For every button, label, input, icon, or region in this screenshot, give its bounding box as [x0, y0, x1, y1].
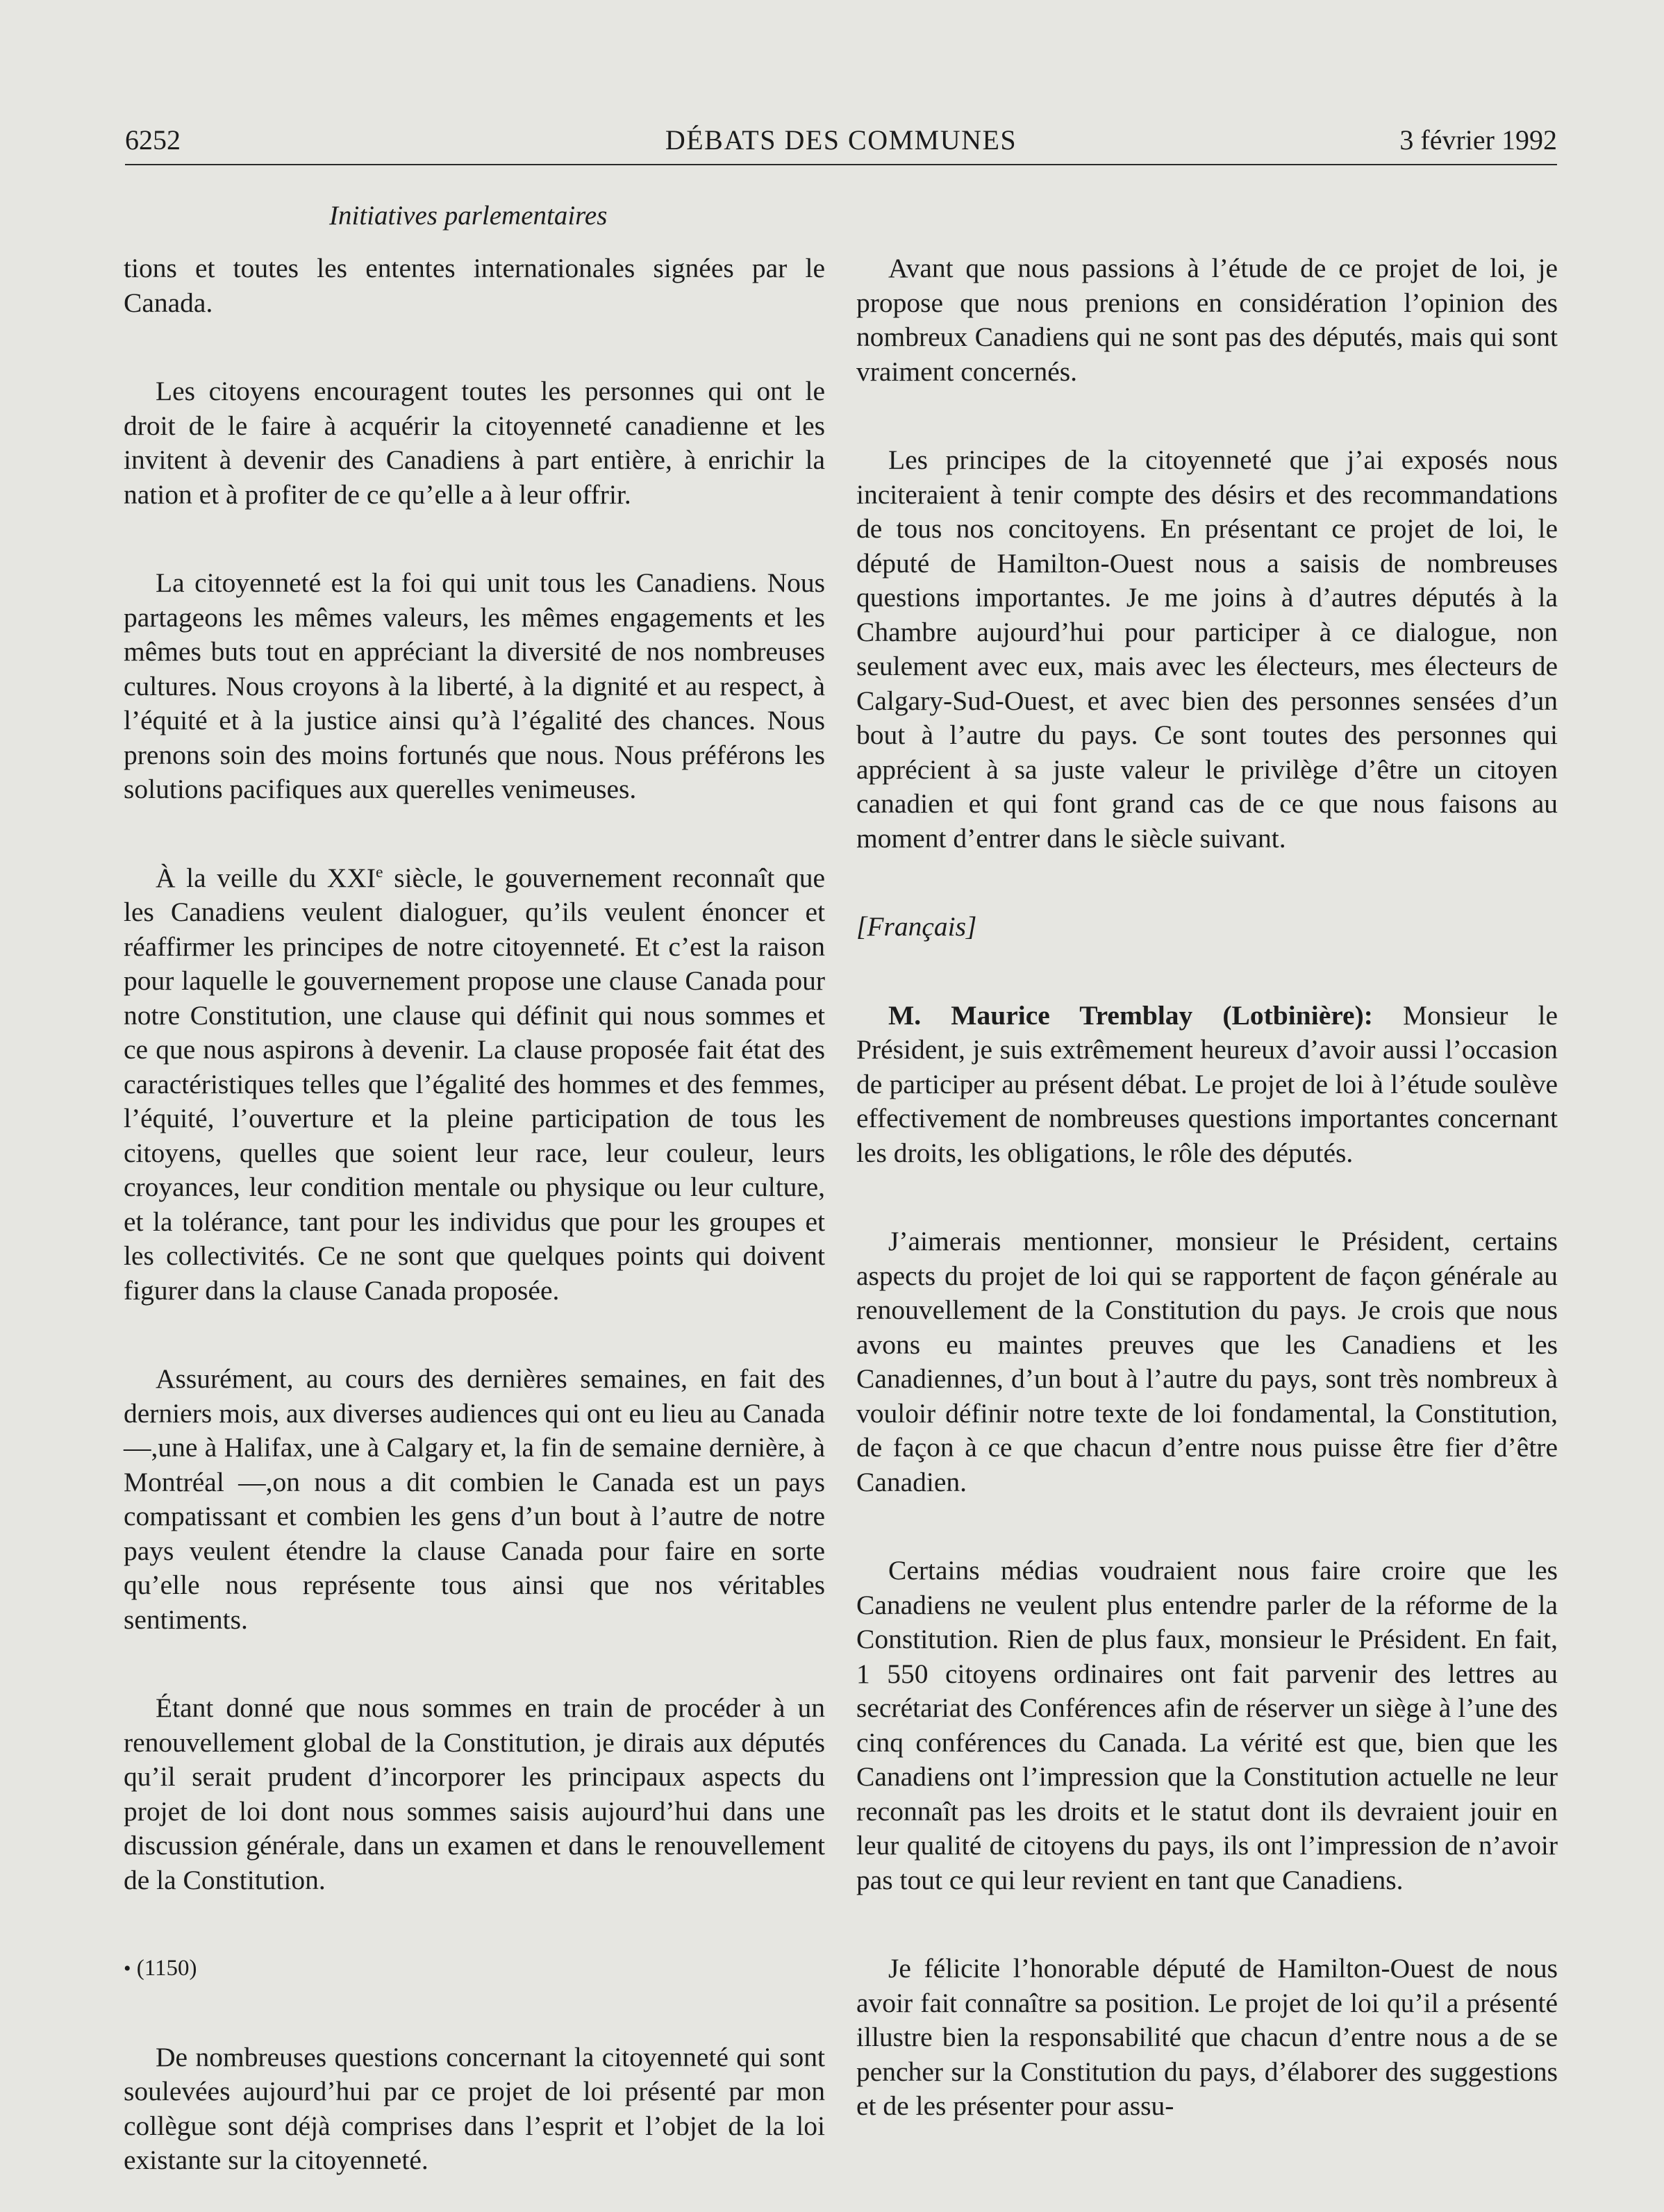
- paragraph: [124, 861, 825, 1308]
- paragraph: Certains médias voudraient nous faire croire que les Canadiens ne veulent plus entendre parler de la réforme de la Constitution. Rien de plus faux, monsieur le Président. En fait, 1 550 citoyens ordinaires ont fait parvenir des lettres au secrétariat des Conférences afin de réserver un siège à l’une des cinq conférences du Canada. La vérité est que, bien que les Canadiens ont l’impression que la Constitution actuelle ne leur reconnaît pas les droits et le statut dont ils devraient jouir en leur qualité de citoyens du pays, ils ont l’impression de n’avoir pas tout ce qui leur revient en tant que Canadiens.: [856, 1555, 1558, 1895]
- page-number: 6252: [125, 124, 181, 156]
- bullet-icon: •: [124, 1957, 131, 1980]
- paragraph-text: siècle, le gouvernement reconnaît que les Canadiens veulent dialoguer, qu’ils veulent énoncer et réaffirmer les principes de notre citoyenneté. Et c’est la raison pour laquelle le gouvernement propose une clause Canada pour notre Constitution, une clause qui définit qui nous sommes et ce que nous aspirons à devenir. La clause proposée fait état des caractéristiques telles que l’égalité des hommes et des femmes, l’équité, l’ouverture et la pleine participation de tous les citoyens, quelles que soient leur race, leur couleur, leurs croyances, leur condition mentale ou physique ou leur culture, et la tolérance, tant pour les individus que pour les groupes et les collectivités. Ce ne sont que quelques points qui doivent figurer dans la clause Canada proposée.: [124, 862, 825, 1306]
- paragraph: J’aimerais mentionner, monsieur le Président, certains aspects du projet de loi qui se rapportent de façon générale au renouvellement de la Constitution du pays. Je crois que nous avons eu maintes preuves que les Canadiens et les Canadiennes, d’un bout à l’autre du pays, sont très nombreux à vouloir définir notre texte de loi fondamental, la Constitution, de façon à ce que chacun d’entre nous puisse être fier d’être Canadien.: [856, 1226, 1558, 1497]
- paragraph: tions et toutes les ententes internationales signées par le Canada.: [124, 253, 825, 318]
- paragraph: Avant que nous passions à l’étude de ce projet de loi, je propose que nous prenions en considération l’opinion des nombreux Canadiens qui ne sont pas des députés, mais qui sont vraiment concernés.: [856, 253, 1558, 387]
- paragraph: Les citoyens encouragent toutes les personnes qui ont le droit de le faire à acquérir la citoyenneté canadienne et les invitent à devenir des Canadiens à part entière, à enrichir la nation et à profiter de ce qu’elle a à leur offrir.: [124, 376, 825, 510]
- publication-date: 3 février 1992: [1399, 124, 1557, 156]
- paragraph: Assurément, au cours des dernières semaines, en fait des derniers mois, aux diverses audiences qui ont eu lieu au Canada —,une à Halifax, une à Calgary et, la fin de semaine dernière, à Montréal —,on nous a dit combien le Canada est un pays compatissant et combien les gens d’un bout à l’autre de notre pays veulent étendre la clause Canada pour faire en sorte qu’elle nous représente tous ainsi que nos véritables sentiments.: [124, 1363, 825, 1635]
- speech-paragraph: [856, 999, 1558, 1171]
- paragraph-text: Monsieur le Président, je suis extrêmement heureux d’avoir aussi l’occasion de participer au présent débat. Le projet de loi à l’étude soulève effectivement de nombreuses questions importantes concernant les droits, les obligations, le rôle des députés.: [856, 999, 1558, 1168]
- speaker-name: M. Maurice Tremblay (Lotbinière):: [888, 999, 1373, 1031]
- superscript: e: [376, 863, 383, 881]
- paragraph-text: À la veille du XXI: [156, 862, 376, 893]
- section-tag: Initiatives parlementaires: [329, 201, 608, 231]
- paragraph: La citoyenneté est la foi qui unit tous les Canadiens. Nous partageons les mêmes valeurs, les mêmes engagements et les mêmes buts tout en appréciant la diversité de nos nombreuses cultures. Nous croyons à la liberté, à la dignité et au respect, à l’équité et à la justice ainsi qu’à l’égalité des chances. Nous prenons soin des moins fortunés que nous. Nous préférons les solutions pacifiques aux querelles venimeuses.: [124, 567, 825, 804]
- publication-title: DÉBATS DES COMMUNES: [665, 124, 1017, 156]
- language-tag: [Français]: [856, 911, 977, 942]
- paragraph: Les principes de la citoyenneté que j’ai exposés nous inciteraient à tenir compte des désirs et des recommandations de tous nos concitoyens. En présentant ce projet de loi, le député de Hamilton-Ouest nous a saisis de nombreuses questions importantes. Je me joins à d’autres députés à la Chambre aujourd’hui pour participer à ce dialogue, non seulement avec eux, mais avec les électeurs, mes électeurs de Calgary-Sud-Ouest, et avec bien des personnes sensées d’un bout à l’autre du pays. Ce sont toutes des personnes qui apprécient à sa juste valeur le privilège d’être un citoyen canadien et qui font grand cas de ce que nous faisons au moment d’entrer dans le siècle suivant.: [856, 444, 1558, 854]
- paragraph: Étant donné que nous sommes en train de procéder à un renouvellement global de la Constitution, je dirais aux députés qu’il serait prudent d’incorporer les principaux aspects du projet de loi dont nous sommes saisis aujourd’hui dans une discussion générale, dans un examen et dans le renouvellement de la Constitution.: [124, 1693, 825, 1895]
- right-column: [856, 251, 1558, 2158]
- paragraph: Je félicite l’honorable député de Hamilton-Ouest de nous avoir fait connaître sa position. Le projet de loi qu’il a présenté illustre bien la responsabilité que chacun d’entre nous a de se pencher sur la Constitution du pays, d’élaborer des suggestions et de les présenter pour assu-: [856, 1953, 1558, 2121]
- time-marker-text: (1150): [136, 1956, 197, 1981]
- left-column: [124, 251, 825, 2212]
- header-rule: [125, 164, 1557, 165]
- time-marker: [124, 1952, 825, 1986]
- paragraph: De nombreuses questions concernant la citoyenneté qui sont soulevées aujourd’hui par ce projet de loi présenté par mon collègue sont déjà comprises dans l’esprit et l’objet de la loi existante sur la citoyenneté.: [124, 2041, 825, 2175]
- page-header: [125, 122, 1557, 164]
